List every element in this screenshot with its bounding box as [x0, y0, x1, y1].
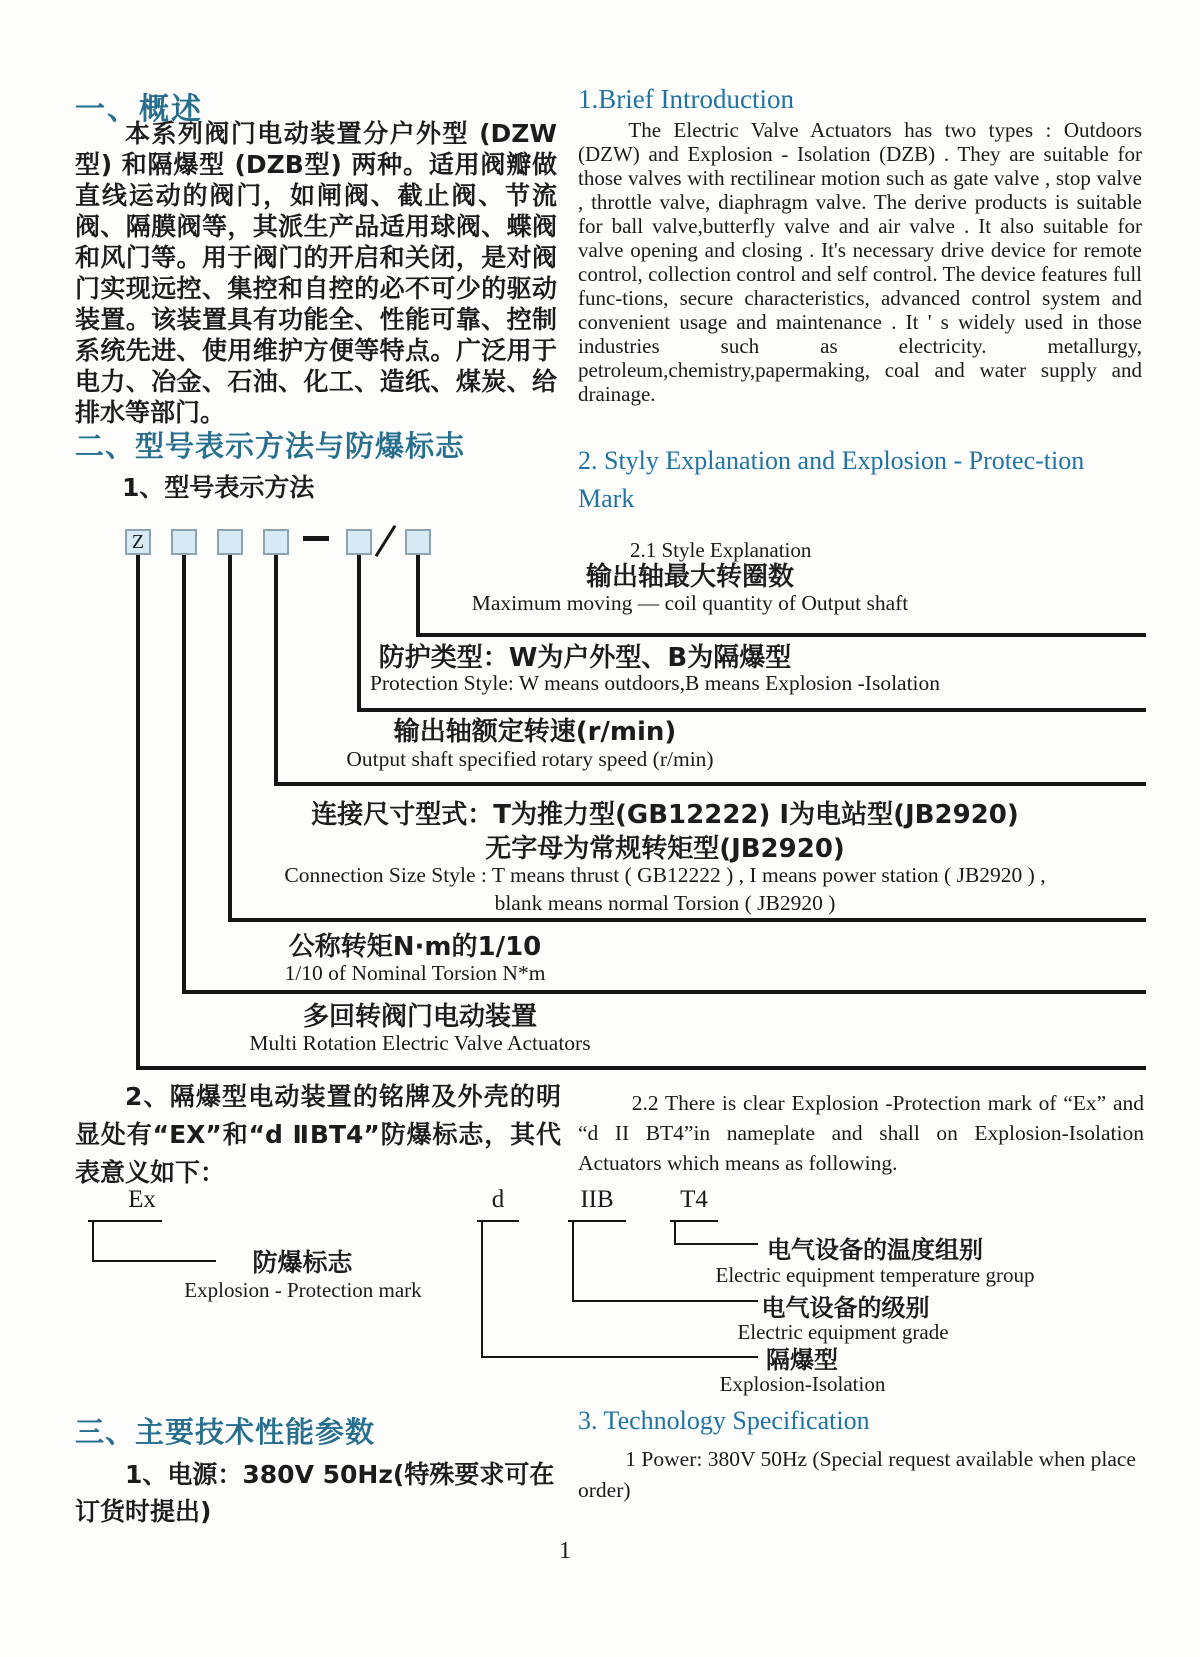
mark-label-d-en: Explosion-Isolation [719, 1372, 886, 1396]
section2-zh-heading: 二、型号表示方法与防爆标志 [75, 429, 466, 463]
mark-token-iib: IIB [580, 1186, 614, 1213]
page-number: 1 [559, 1538, 571, 1564]
section1-zh-paragraph: 本系列阀门电动装置分户外型 (DZW型) 和隔爆型 (DZB型) 两种。适用阀瓣做直线运动的阀门，如闸阀、截止阀、节流阀、隔膜阀等，其派生产品适用球阀、蝶阀和风门等。用于阀门的开启和关闭，是对阀门实现远控、集控和自控的必不可少的驱动装置。该装置具有功能全、性能可靠、控制系统先进、使用维护方便等特点。广泛用于电力、冶金、石油、化工、造纸、煤炭、给排水等部门。 [75, 119, 557, 427]
section3-zh-heading: 三、主要技术性能参数 [75, 1415, 376, 1449]
section22-en-paragraph: 2.2 There is clear Explosion -Protection mark of “Ex” and “d II BT4”in nameplate and shall on Explosion-Isolation Actuators which means as following. [578, 1091, 1144, 1175]
model-box-2 [171, 529, 197, 555]
model-label-4-en-line2: blank means normal Torsion ( JB2920 ) [494, 891, 836, 915]
mark-label-iib-en: Electric equipment grade [737, 1320, 949, 1344]
model-dash-separator [303, 536, 329, 541]
model-hline-4 [228, 918, 1146, 922]
mark-label-iib-zh: 电气设备的级别 [761, 1294, 930, 1322]
mark-hline-d [481, 1356, 758, 1358]
model-label-3-zh: 输出轴额定转速(r/min) [393, 717, 677, 747]
model-label-3-en: Output shaft specified rotary speed (r/min) [346, 747, 714, 771]
mark-token-d: d [491, 1186, 505, 1213]
mark-vline-t4 [674, 1220, 676, 1245]
section1-en-heading: 1.Brief Introduction [578, 84, 794, 114]
model-label-1-en: Maximum moving — coil quantity of Output shaft [471, 591, 909, 615]
model-vline-1 [136, 555, 140, 1070]
model-label-6-en: Multi Rotation Electric Valve Actuators [249, 1031, 591, 1055]
section2-zh-subheading: 1、型号表示方法 [122, 473, 315, 502]
model-box-3 [217, 529, 243, 555]
section3-zh-paragraph: 1、电源：380V 50Hz(特殊要求可在订货时提出) [75, 1460, 555, 1526]
section1-zh-heading: 一、概述 [75, 92, 203, 127]
model-label-2-zh: 防护类型：W为户外型、B为隔爆型 [378, 643, 792, 673]
section2-en-subheading: 2.1 Style Explanation [630, 538, 812, 562]
model-label-1-zh: 输出轴最大转圈数 [585, 562, 794, 592]
model-hline-5 [182, 990, 1146, 994]
mark-hline-t4 [674, 1243, 758, 1245]
model-label-4-zh-line1: 连接尺寸型式：T为推力型(GB12222) I为电站型(JB2920) [311, 800, 1019, 830]
mark-underline-iib [568, 1220, 626, 1222]
model-hline-3 [274, 782, 1146, 786]
mark-underline-ex [88, 1220, 162, 1222]
model-hline-6 [136, 1066, 1146, 1070]
model-box-5 [346, 529, 372, 555]
mark-label-d-zh: 隔爆型 [766, 1346, 838, 1374]
model-slash-separator [375, 525, 397, 557]
model-label-2-en: Protection Style: W means outdoors,B means Explosion -Isolation [369, 671, 941, 695]
model-box-6 [405, 529, 431, 555]
mark-label-t4-zh: 电气设备的温度组别 [767, 1236, 983, 1264]
mark-token-t4: T4 [680, 1186, 708, 1213]
mark-token-ex: Ex [128, 1186, 156, 1213]
model-label-5-en: 1/10 of Nominal Torsion N*m [284, 961, 546, 985]
mark-label-ex-zh: 防爆标志 [252, 1248, 353, 1277]
section1-en-paragraph: The Electric Valve Actuators has two types : Outdoors (DZW) and Explosion - Isolation (DZB) . They are suitable for those valves with rectilinear motion such as gate valve , stop valve , throttle valve, diaphragm valve. The derive products is suitable for ball valve,butterfly valve and air valve . It also suitable for valve opening and closing . It's necessary drive device for remote control, collection control and self control. The device features full func-tions, secure characteristics, advanced control system and convenient usage and maintenance . It ' s widely used in those industries such as electricity. metallurgy, petroleum,chemistry,papermaking, coal and water supply and drainage. [578, 118, 1142, 406]
section3-en-heading: 3. Technology Specification [578, 1406, 870, 1435]
mark-label-t4-en: Electric equipment temperature group [715, 1263, 1035, 1287]
model-label-4-zh-line2: 无字母为常规转矩型(JB2920) [485, 834, 845, 864]
model-label-6-zh: 多回转阀门电动装置 [302, 1002, 537, 1032]
model-label-4-en-line1: Connection Size Style : T means thrust ( GB12222 ) , I means power station ( JB2920 ) , [284, 863, 1046, 887]
mark-vline-d [481, 1220, 483, 1358]
section2-en-heading-line1: 2. Styly Explanation and Explosion - Protec-tion [578, 446, 1085, 475]
section3-en-paragraph: 1 Power: 380V 50Hz (Special request available when place order) [578, 1447, 1136, 1502]
mark-vline-ex [92, 1220, 94, 1262]
mark-vline-iib [572, 1220, 574, 1302]
mark-underline-d [477, 1220, 519, 1222]
model-box-4 [263, 529, 289, 555]
model-label-5-zh: 公称转矩N·m的1/10 [288, 932, 542, 962]
mark-underline-t4 [670, 1220, 718, 1222]
mark-hline-iib [572, 1300, 758, 1302]
model-box-prefix: Z [125, 529, 151, 555]
mark-hline-ex [92, 1260, 216, 1262]
mark-label-ex-en: Explosion - Protection mark [184, 1278, 422, 1302]
section2-en-heading-line2: Mark [578, 484, 635, 513]
section22-zh-paragraph: 2、隔爆型电动装置的铭牌及外壳的明显处有“EX”和“d ⅡBT4”防爆标志，其代表意义如下： [75, 1082, 561, 1187]
